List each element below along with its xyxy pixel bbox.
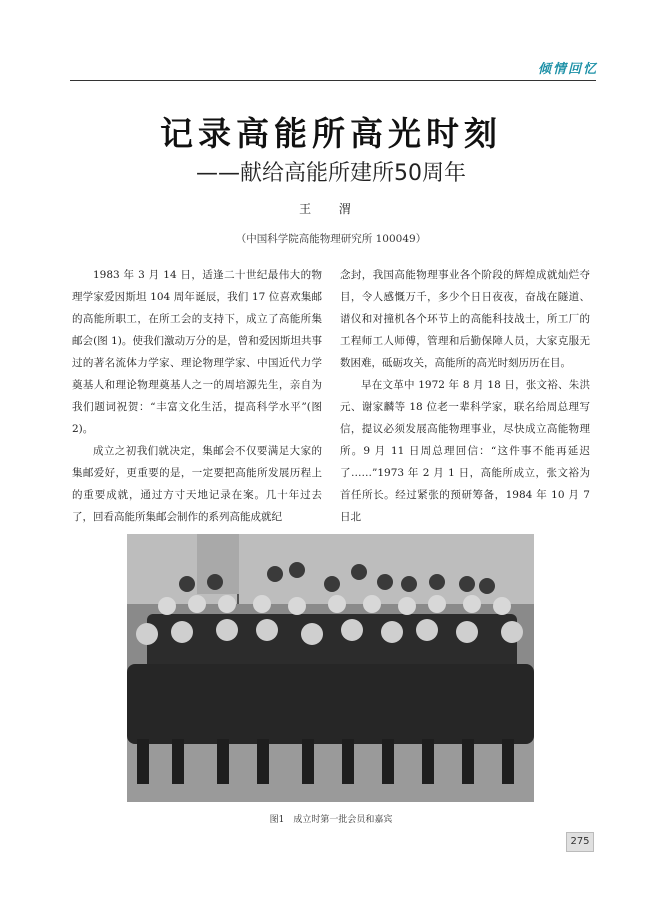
paragraph: 成立之初我们就决定，集邮会不仅要满足大家的集邮爱好，更重要的是，一定要把高能所发展历程上的重要成就，通过方寸天地记录在案。几十年过去了，回看高能所集邮会制作的系列高能成就纪: [72, 445, 322, 523]
author-affiliation: （中国科学院高能物理研究所 100049）: [235, 233, 427, 245]
article-subtitle: ——献给高能所建所50周年: [196, 161, 466, 186]
figure-caption: 图1 成立时第一批会员和嘉宾: [269, 815, 393, 825]
section-tag: 倾情回忆: [537, 62, 598, 77]
paragraph: 1983 年 3 月 14 日，适逢二十世纪最伟大的物理学家爱因斯坦 104 周年诞辰，我们 17 位喜欢集邮的高能所职工，在所工会的支持下，成立了高能所集邮会(图 1)。使我们激动万分的是，曾和爱因斯坦共事过的著名流体力学家、理论物理学家、中国近代力学奠基人和理论物理奠基人之一的周培源先生，亲自为我们题词祝贺：“丰富文化生活，提高科学水平”(图 2)。: [72, 269, 322, 435]
page-number: 275: [566, 832, 594, 852]
article-title: 记录高能所高光时刻: [160, 114, 502, 153]
group-photo-illustration: [127, 534, 534, 802]
group-photo: [127, 534, 534, 802]
header-rule: [70, 80, 596, 81]
paragraph: 早在文革中 1972 年 8 月 18 日，张文裕、朱洪元、谢家麟等 18 位老一辈科学家，联名给周总理写信，提议必须发展高能物理事业，尽快成立高能物理所。9 月 11 日周总理回信：“这件事不能再延迟了……”1973 年 2 月 1 日，高能所成立，张文裕为首任所长。经过紧张的预研筹备，1984 年 10 月 7 日北: [340, 379, 590, 523]
author-name: 王 渭: [299, 202, 363, 216]
left-column: [72, 264, 322, 528]
right-column: [340, 264, 590, 528]
paragraph: 念封，我国高能物理事业各个阶段的辉煌成就灿烂夺目，令人感慨万千，多少个日日夜夜，奋战在隧道、谱仪和对撞机各个环节上的高能科技战士，所工厂的工程师工人师傅，管理和后勤保障人员，大家克服无数困难，砥砺攻关，高能所的高光时刻历历在目。: [340, 269, 590, 369]
